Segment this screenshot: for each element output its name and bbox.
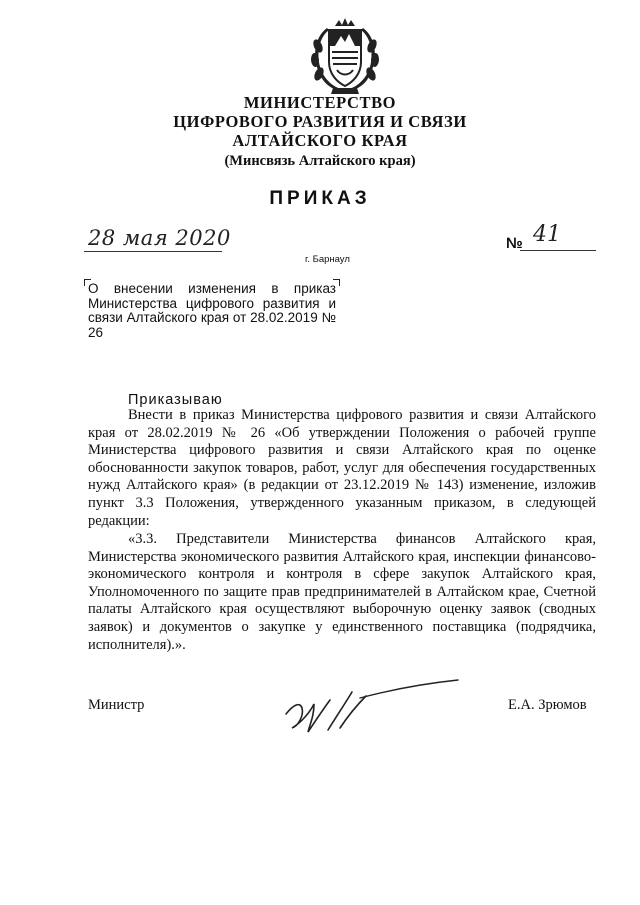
order-word: Приказываю [128,392,223,408]
coat-of-arms-icon [305,16,385,98]
handwritten-number: 41 [533,222,561,247]
city-label: г. Барнаул [305,254,350,265]
signature-icon [280,674,470,736]
org-name-line3: АЛТАЙСКОГО КРАЯ [232,131,408,150]
number-label: № [506,235,523,252]
document-title: ПРИКАЗ [269,188,371,209]
org-short-name: (Минсвязь Алтайского края) [224,153,416,169]
org-name-line2: ЦИФРОВОГО РАЗВИТИЯ И СВЯЗИ [173,112,467,131]
number-underline [520,250,596,251]
date-underline [84,251,222,252]
org-name-line1: МИНИСТЕРСТВО [243,93,397,112]
order-paragraph-2: «3.3. Представители Министерства финансов Алтайского края, Министерства экономического развития Алтайского края, инспекции финансово-экономического контроля и контроля в сфере закупок Алтайского края, Уполномоченного по защите прав предпринимателей в Алтайском крае, Счетной палаты Алтайского края осуществляют выборочную оценку заявок (сводных заявок) и документов о закупке у единственного поставщика (подрядчика, исполнителя).». [88,531,596,653]
document-subject: О внесении изменения в приказ Министерства цифрового развития и связи Алтайского края от 28.02.2019 № 26 [88,281,336,340]
handwritten-date: 28 мая 2020 [88,226,231,250]
signatory-name: Е.А. Зрюмов [508,697,587,713]
order-paragraph-1: Внести в приказ Министерства цифрового развития и связи Алтайского края от 28.02.2019 № 26 «Об утверждении Положения о рабочей группе Министерства цифрового развития и связи Алтайского края по оценке обоснованности закупок товаров, работ, услуг для обеспечения государственных нужд Алтайского края» (в редакции от 23.12.2019 № 143) изменение, изложив пункт 3.3 Положения, утвержденного указанным приказом, в следующей редакции: [88,407,596,529]
signatory-position: Министр [88,697,145,713]
